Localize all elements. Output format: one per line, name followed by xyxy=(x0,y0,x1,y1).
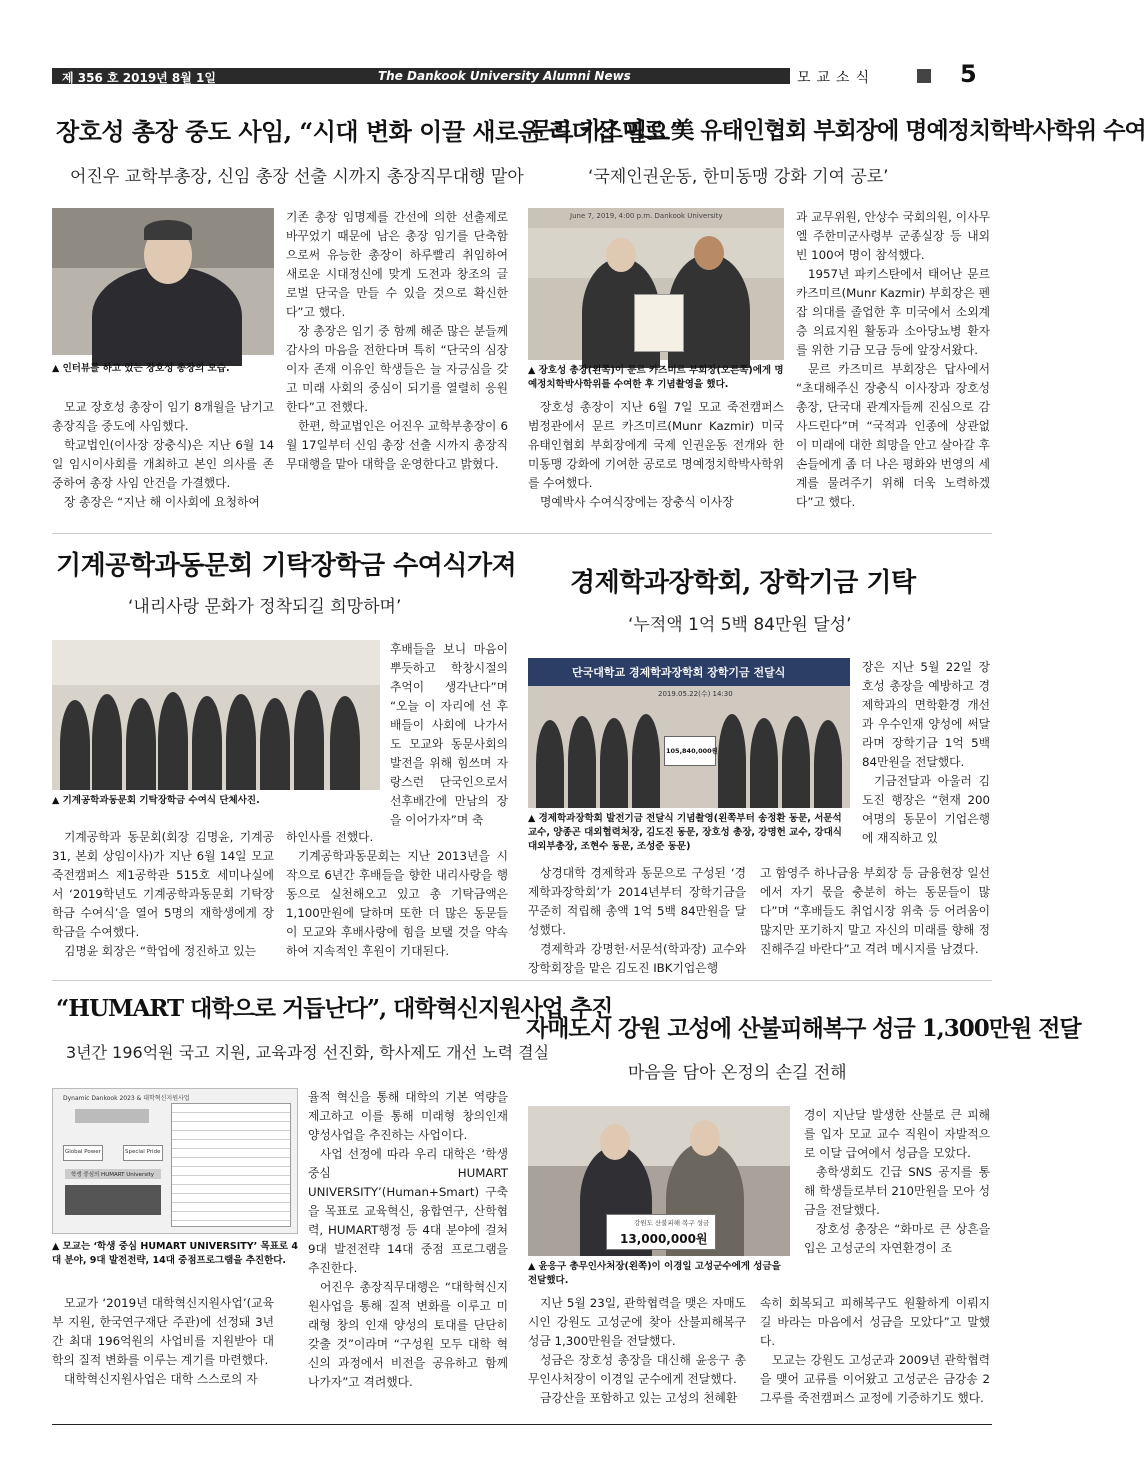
diagram-center: 학생 중심의 HUMART University xyxy=(71,1172,155,1178)
headline: 문르 카즈미르 美 유태인협회 부회장에 명예정치학박사학위 수여 xyxy=(530,117,1146,144)
donation-board: 105,840,000원 xyxy=(666,747,718,755)
photo-caption: ▲ 기계공학과동문회 기탁장학금 수여식 단체사진. xyxy=(52,795,260,806)
article-body-col2: 율적 혁신을 통해 대학의 기본 역량을 제고하고 이를 통해 미래형 창의인재 양성사업을 추진하는 사업이다. 사업 선정에 따라 우리 대학은 ‘학생 중심 HUMART UNIVERSITY’(Human+Smart) 구축을 목표로 교육혁신, 융합연구, 산학협력, HUMART행정 등 4대 분야에 걸쳐 9대 발전전략 14대 중점 프로그램을 추진한다. 어진우 총장직무대행은 “대학혁신지원사업을 통해 질적 변화를 이루고 미래형 창의 인재 양성의 토대를 단단히 갖출 것”이라며 “구성원 모두 대학 혁신의 과정에서 비전을 공유하고 함께 나가자”고 격려했다. xyxy=(308,1090,508,1389)
photo-caption: ▲ 경제학과장학회 발전기금 전달식 기념촬영(왼쪽부터 송정환 동문, 서문석 교수, 양종곤 대외협력처장, 김도진 동문, 장호성 총장, 강명헌 교수, 강대식 대외부총장, 조현수 동문, 조성준 동문) xyxy=(528,813,842,852)
photo-caption: ▲ 윤응구 총무인사처장(왼쪽)이 이경일 고성군수에게 성금을 전달했다. xyxy=(528,1261,781,1286)
subhead: ‘내리사랑 문화가 정착되길 희망하며’ xyxy=(128,597,402,617)
headline: “HUMART 대학으로 거듭난다”, 대학혁신지원사업 추진 xyxy=(56,995,613,1022)
article-body-col1: 지난 5월 23일, 관학협력을 맺은 자매도시인 강원도 고성군에 찾아 산불피해복구성금 1,300만원을 전달했다. 성금은 장호성 총장을 대신해 윤응구 총무인사처장이 이경일 군수에게 전달했다. 금강산을 포함하고 있는 고성의 천혜환 xyxy=(528,1296,746,1405)
headline: 장호성 총장 중도 사임, “시대 변화 이끌 새로운 리더십 필요” xyxy=(56,117,683,146)
photo-economics-donation xyxy=(528,658,850,808)
photo-donation-goseong xyxy=(528,1106,790,1256)
article-body-col1: 상경대학 경제학과 동문으로 구성된 ‘경제학과장학회’가 2014년부터 장학기금을 꾸준히 적립해 총액 1억 5백 84만원을 달성했다. 경제학과 강명헌·서문석(학과장) 교수와 장학회장을 맡은 김도진 IBK기업은행 xyxy=(528,866,746,975)
photo-banner: 단국대학교 경제학과장학회 장학기금 전달식 xyxy=(572,666,786,679)
board-amount: 13,000,000원 xyxy=(620,1232,708,1246)
paper-name: The Dankook University Alumni News xyxy=(378,69,631,83)
headline: 자매도시 강원 고성에 산불피해복구 성금 1,300만원 전달 xyxy=(526,1015,1081,1042)
subhead: ‘국제인권운동, 한미동맹 강화 기여 공로’ xyxy=(588,167,889,187)
photo-caption: ▲ 인터뷰를 하고 있는 장호성 총장의 모습. xyxy=(52,363,230,374)
article-body-col-right: 장은 지난 5월 22일 장호성 총장을 예방하고 경제학과의 면학환경 개선과 우수인재 양성에 써달라며 장학기금 1억 5백 84만원을 전달했다. 기금전달과 아울러 김도진 행장은 “현재 200여명의 동문이 기업은행에 재직하고 있 xyxy=(862,660,990,845)
photo-degree-ceremony xyxy=(528,208,784,360)
page-header xyxy=(52,60,992,88)
photo-date: 2019.05.22(수) 14:30 xyxy=(658,690,733,698)
photo-caption: ▲ 장호성 총장(왼쪽)이 문르 카즈미르 부회장(오른쪽)에게 명예정치학박사학위를 수여한 후 기념촬영을 했다. xyxy=(528,365,784,390)
article-body-col-right: 후배들을 보니 마음이 뿌듯하고 학창시절의 추억이 생각난다”며 “오늘 이 자리에 선 후배들이 사회에 나가서도 모교와 동문사회의 발전을 위해 힘쓰며 자랑스런 단국인으로서 선후배간에 만남의 장을 이어가자”며 축 xyxy=(390,642,508,827)
section-marker xyxy=(917,69,931,83)
section-name: 모교소식 xyxy=(797,70,876,86)
headline: 기계공학과동문회 기탁장학금 수여식가져 xyxy=(56,551,517,581)
photo-interview xyxy=(52,208,274,355)
article-body-col2: 과 교무위원, 안상수 국회의원, 이사무엘 주한미군사령부 군종실장 등 내외빈 100여 명이 참석했다. 1957년 파키스탄에서 태어난 문르 카즈미르(Munr Kazmir) 부회장은 펜잡 의대를 졸업한 후 미국에서 소외계층 의료지원 활동과 소아당뇨병 환자를 위한 기금 모금 등에 앞장서왔다. 문르 카즈미르 부회장은 답사에서 “초대해주신 장충식 이사장과 장호성 총장, 단국대 관계자들께 진심으로 감사드린다”며 “국적과 인종에 상관없이 미래에 대한 희망을 안고 살아갈 후손들에게 좀 더 나은 평화와 번영의 세계를 물려주기 위해 더욱 노력하겠다”고 했다. xyxy=(796,210,990,509)
article-body-col2: 기존 총장 임명제를 간선에 의한 선출제로 바꾸었기 때문에 남은 총장 임기를 단축함으로써 유능한 총장이 하루빨리 취임하여 새로운 시대정신에 맞게 도전과 창조의 글로벌 단국을 만들 수 있을 것으로 확신한다”고 했다. 장 총장은 임기 중 함께 해준 많은 분들께 감사의 마음을 전한다며 특히 “단국의 심장이자 존재 이유인 학생들은 늘 자긍심을 갖고 미래 사회의 중심이 되기를 열렬히 응원한다”고 전했다. 한편, 학교법인은 어진우 교학부총장이 6월 17일부터 신임 총장 선출 시까지 총장직무대행을 맡아 대학을 운영한다고 밝혔다. xyxy=(286,210,508,471)
headline: 경제학과장학회, 장학기금 기탁 xyxy=(570,568,916,598)
article-body-col2: 고 함영주 하나금융 부회장 등 금융현장 일선에서 자기 몫을 충분히 하는 동문들이 많다”며 “후배들도 취업시장 위축 등 어려움이 많지만 포기하지 말고 자신의 미래를 향해 정진해주길 바란다”고 격려 메시지를 남겼다. xyxy=(760,866,990,956)
photo-caption: ▲ 모교는 ‘학생 중심 HUMART UNIVERSITY’ 목표로 4대 분야, 9대 발전전략, 14대 중점프로그램을 추진한다. xyxy=(52,1241,298,1266)
article-body-col1: 장호성 총장이 지난 6월 7일 모교 죽전캠퍼스 범정관에서 문르 카즈미르(Munr Kazmir) 미국 유태인협회 부회장에게 국제 인권운동 전개와 한미동맹 강화에 기여한 공로로 명예정치학박사학위를 수여했다. 명예박사 수여식장에는 장충식 이사장 xyxy=(528,400,784,509)
divider xyxy=(52,980,992,981)
article-body-col1: 모교 장호성 총장이 임기 8개월을 남기고 총장직을 중도에 사임했다. 학교법인(이사장 장충식)은 지난 6월 14일 임시이사회를 개최하고 본인 의사를 존중하여 총장 사임 안건을 가결했다. 장 총장은 “지난 해 이사회에 요청하여 xyxy=(52,400,274,509)
subhead: 3년간 196억원 국고 지원, 교육과정 선진화, 학사제도 개선 노력 결실 xyxy=(66,1043,550,1062)
diagram-title: Dynamic Dankook 2023 & 대학혁신지원사업 xyxy=(63,1095,190,1102)
page-number: 5 xyxy=(960,60,977,88)
photo-group-scholarship xyxy=(52,640,380,790)
diagram-humart xyxy=(52,1088,298,1234)
diagram-left: Global Power xyxy=(65,1149,101,1155)
issue-date: 제 356 호 2019년 8월 1일 xyxy=(62,71,216,85)
bottom-rule xyxy=(52,1424,992,1425)
divider xyxy=(52,533,992,534)
article-body-col1: 모교가 ‘2019년 대학혁신지원사업’(교육부 지원, 한국연구재단 주관)에 선정돼 3년간 최대 196억원의 사업비를 지원받아 대학의 질적 변화를 이루는 계기를 마련했다. 대학혁신지원사업은 대학 스스로의 자 xyxy=(52,1296,274,1386)
article-body-col2: 하인사를 전했다. 기계공학과동문회는 지난 2013년을 시작으로 6년간 후배들을 향한 내리사랑을 행동으로 실천해오고 있고 총 기탁금액은 1,100만원에 달하며 또한 더 많은 동문들이 모교와 후배사랑에 힘을 보탤 것을 약속하여 지속적인 후원이 기대된다. xyxy=(286,830,508,958)
subhead: 마음을 담아 온정의 손길 전해 xyxy=(628,1063,847,1083)
subhead: ‘누적액 1억 5백 84만원 달성’ xyxy=(628,615,852,635)
article-body-col2: 속히 회복되고 피해복구도 원활하게 이뤄지길 바라는 마음에서 성금을 모았다”고 말했다. 모교는 강원도 고성군과 2009년 관학협력을 맺어 교류를 이어왔고 고성군은 금강송 2그루를 죽전캠퍼스 교정에 기증하기도 했다. xyxy=(760,1296,990,1405)
board-title: 강원도 산불피해 복구 성금 xyxy=(634,1219,710,1227)
article-body-col1: 기계공학과 동문회(회장 김명윤, 기계공31, 본회 상임이사)가 지난 6월 14일 모교 죽전캠퍼스 제1공학관 515호 세미나실에서 ‘2019학년도 기계공학과동문회 기탁장학금 수여식’을 열어 5명의 재학생에게 장학금을 수여했다. 김명윤 회장은 “학업에 정진하고 있는 xyxy=(52,830,274,958)
diagram-right: Special Pride xyxy=(125,1149,161,1155)
subhead: 어진우 교학부총장, 신임 총장 선출 시까지 총장직무대행 맡아 xyxy=(70,167,524,187)
photo-overlay-text: June 7, 2019, 4:00 p.m. Dankook University xyxy=(570,212,723,220)
article-body-col-right: 경이 지난달 발생한 산불로 큰 피해를 입자 모교 교수 직원이 자발적으로 이달 급여에서 성금을 모았다. 총학생회도 긴급 SNS 공지를 통해 학생들로부터 210만원을 모아 성금을 전달했다. 장호성 총장은 “화마로 큰 상흔을 입은 고성군의 자연환경이 조 xyxy=(804,1108,990,1255)
